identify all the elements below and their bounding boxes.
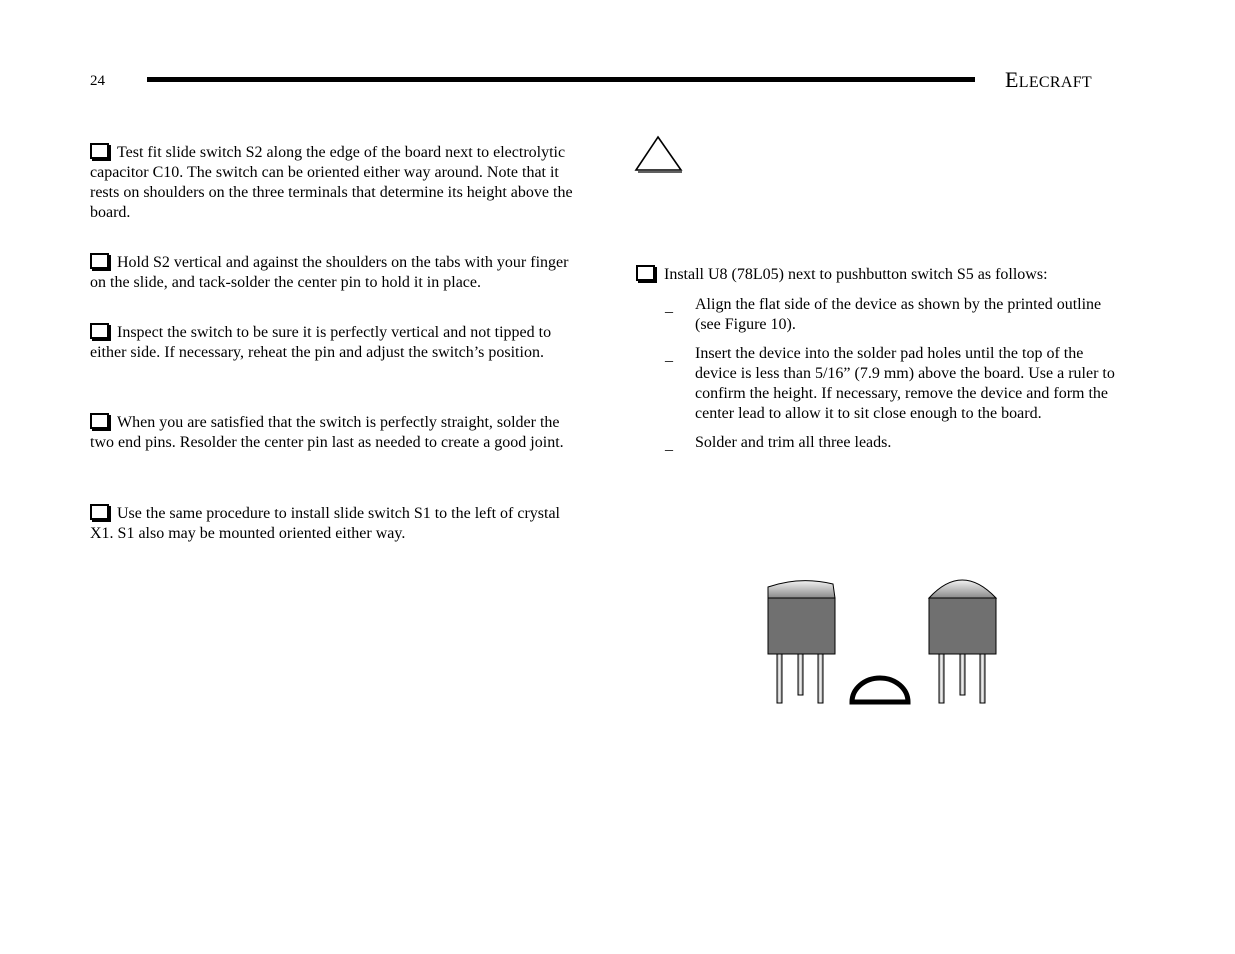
step-text: Use the same procedure to install slide switch S1 to the left of crystal X1. S1 also may be mounted oriented either way. (90, 505, 560, 542)
substep-text: Solder and trim all three leads. (695, 434, 892, 451)
step-checkbox[interactable] (90, 143, 109, 159)
device-round-side-view (929, 580, 996, 703)
step-5 (90, 504, 575, 544)
step-checkbox[interactable] (90, 253, 109, 269)
step-text: When you are satisfied that the switch is perfectly straight, solder the two end pins. Resolder the center pin last as needed to create a good joint. (90, 414, 564, 451)
step-2 (90, 253, 575, 293)
u8-device-figure (760, 570, 1010, 710)
step-4 (90, 413, 575, 453)
substep-item (665, 344, 1125, 424)
substep-text: Align the flat side of the device as shown by the printed outline (see Figure 10). (695, 296, 1102, 333)
step-text: Inspect the switch to be sure it is perfectly vertical and not tipped to either side. If necessary, reheat the pin and adjust the switch’s position. (90, 324, 552, 361)
device-flat-side-view (768, 581, 835, 703)
substep-bullet: _ (665, 298, 673, 315)
step-checkbox[interactable] (90, 504, 109, 520)
step-checkbox[interactable] (90, 413, 109, 429)
header-rule (147, 77, 975, 82)
brand-logo (1005, 67, 1092, 93)
step-text: Hold S2 vertical and against the shoulders on the tabs with your finger on the slide, and tack-solder the center pin to hold it in place. (90, 254, 569, 291)
step-1 (90, 143, 575, 223)
u8-substeps (665, 295, 1125, 462)
flat-side-outline (852, 678, 908, 702)
substep-item (665, 433, 1125, 453)
warning-triangle-icon (634, 135, 684, 173)
step-3 (90, 323, 575, 363)
brand-initial: E (1005, 67, 1019, 92)
substep-bullet: _ (665, 347, 673, 364)
substep-item (665, 295, 1125, 335)
step-checkbox[interactable] (90, 323, 109, 339)
step-checkbox[interactable] (636, 265, 655, 281)
install-u8-intro: Install U8 (78L05) next to pushbutton switch S5 as follows: (664, 266, 1048, 283)
step-text: Test fit slide switch S2 along the edge of the board next to electrolytic capacitor C10. The switch can be oriented either way around. Note that it rests on shoulders on the three terminals that determine its height above the board. (90, 144, 573, 221)
substep-bullet: _ (665, 436, 673, 453)
brand-rest: LECRAFT (1018, 74, 1092, 91)
page-number: 24 (90, 73, 105, 89)
install-u8-step (636, 265, 1116, 285)
substep-text: Insert the device into the solder pad holes until the top of the device is less than 5/16” (7.9 mm) above the board. Use a ruler to confirm the height. If necessary, remove the device and form the center lead to allow it to sit close enough to the board. (695, 345, 1115, 422)
